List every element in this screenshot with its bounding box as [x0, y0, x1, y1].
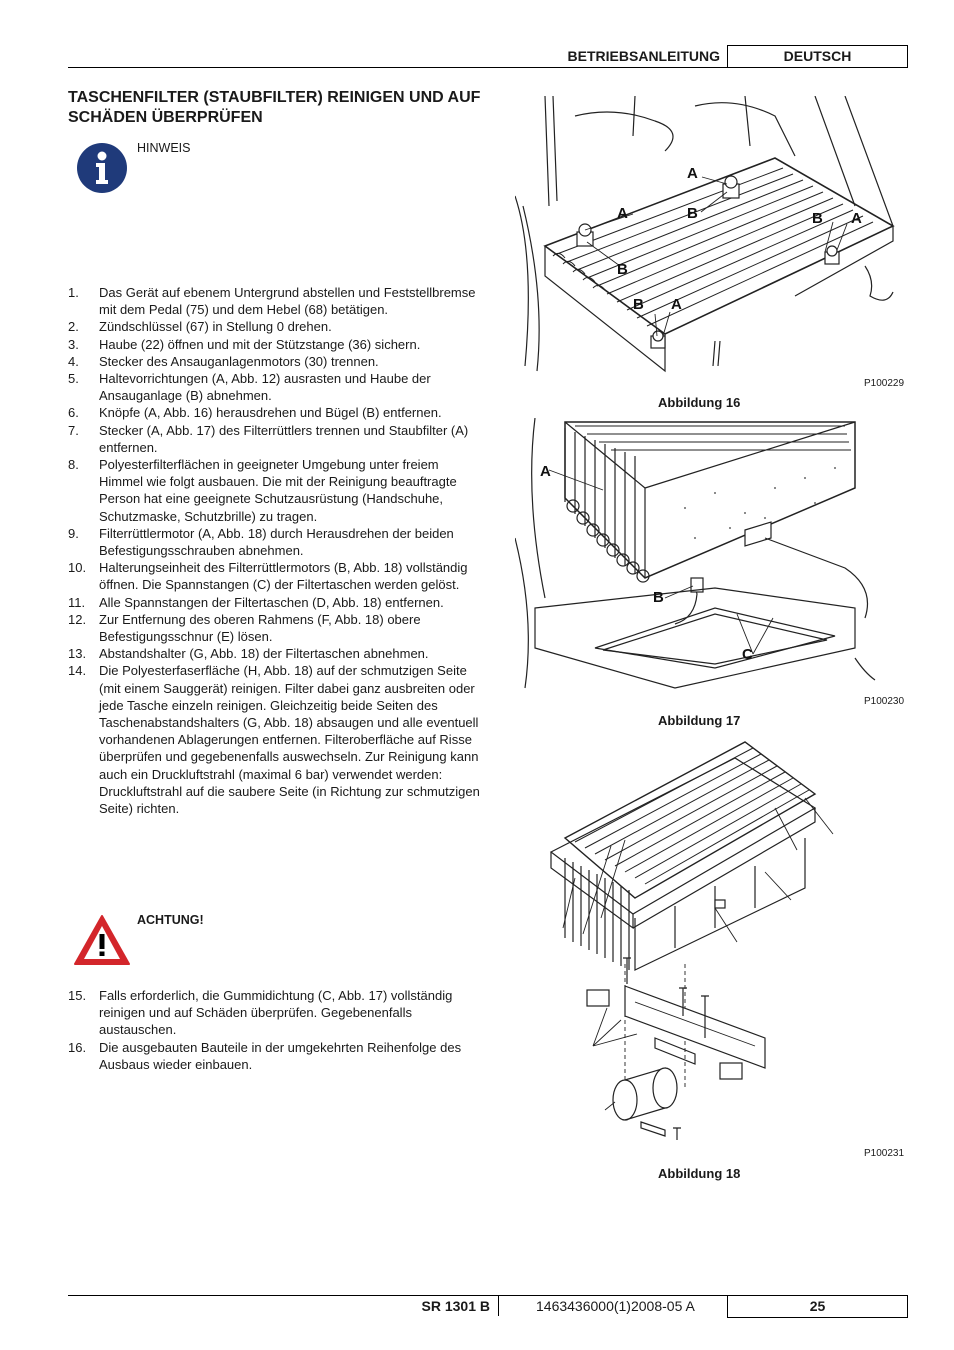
- figure-17-drawing: [515, 418, 908, 692]
- list-item: [68, 525, 480, 559]
- list-item: [68, 559, 480, 593]
- step-number: 15.: [68, 988, 87, 1003]
- step-number: 6.: [68, 405, 79, 421]
- steps-list-continued: [68, 987, 480, 1073]
- list-item: [68, 353, 480, 370]
- step-text: Knöpfe (A, Abb. 16) herausdrehen und Bügel (B) entfernen.: [99, 405, 442, 421]
- list-item: [68, 1039, 480, 1073]
- fig16-callout-b: B: [687, 205, 698, 222]
- step-text: Alle Spannstangen der Filtertaschen (D, Abb. 18) entfernen.: [99, 594, 444, 610]
- figure-18-code: P100231: [864, 1148, 905, 1159]
- note-label: HINWEIS: [137, 141, 191, 155]
- fig17-callout-c: C: [742, 646, 753, 663]
- list-item: [68, 284, 480, 318]
- step-text: Die ausgebauten Bauteile in der umgekehrten Reihenfolge des Ausbaus wieder einbauen.: [99, 1039, 462, 1072]
- step-text: Stecker (A, Abb. 17) des Filterrüttlers trennen und Staubfilter (A) entfernen.: [99, 422, 469, 455]
- step-number: 8.: [68, 457, 79, 473]
- list-item: [68, 370, 480, 404]
- fig16-callout-a: A: [851, 210, 862, 227]
- step-text: Die Polyesterfaserfläche (H, Abb. 18) auf der schmutzigen Seite (mit einem Sauggerät) reinigen. Filter dabei ganz ausbreiten oder jede Tasche einzeln reinigen. Gleichzeitig beide Seiten des Taschenabstandshalters (G, Abb. 18) absaugen und alle eventuell vorhandenen Ablagerungen entfernen. Filteroberfläche auf Risse überprüfen und gegebenenfalls auswechseln. Zur Reinigung kann auch ein Druckluftstrahl (maximal 6 bar) verwendet werden: Druckluftstrahl auf die saubere Seite (in Richtung zur schmutzigen Seite) richten.: [99, 663, 480, 817]
- figure-18-caption: Abbildung 18: [658, 1166, 741, 1181]
- step-number: 11.: [68, 594, 86, 610]
- step-text: Haube (22) öffnen und mit der Stützstange (36) sichern.: [99, 336, 421, 352]
- list-item: [68, 336, 480, 353]
- step-text: Polyesterfilterflächen in geeigneter Umgebung unter freiem Himmel wie folgt ausbauen. Die mit der Reinigung beauftragte Person hat eine geeignete Schutzausrüstung (Handschuhe, Schutzmaske, Schutzbrille) zu tragen.: [99, 457, 457, 524]
- fig16-callout-a: A: [687, 165, 698, 182]
- step-text: Zur Entfernung des oberen Rahmens (F, Abb. 18) obere Befestigungsschnur (E) lösen.: [99, 611, 421, 645]
- step-text: Halterungseinheit des Filterrüttlermotors (B, Abb. 18) vollständig öffnen. Die Spannstangen (C) der Filtertaschen werden gelöst.: [99, 560, 468, 593]
- step-number: 1.: [68, 285, 79, 300]
- steps-list: [68, 284, 480, 817]
- step-number: 2.: [68, 319, 79, 335]
- warning-label: ACHTUNG!: [137, 913, 204, 927]
- fig16-callout-b: B: [812, 210, 823, 227]
- step-number: 7.: [68, 422, 79, 438]
- step-number: 16.: [68, 1039, 87, 1055]
- section-title: TASCHENFILTER (STAUBFILTER) REINIGEN UND AUF SCHÄDEN ÜBERPRÜFEN: [68, 89, 481, 126]
- step-number: 9.: [68, 525, 79, 541]
- warning-icon: [73, 914, 131, 966]
- list-item: [68, 422, 480, 456]
- page-number: 25: [727, 1295, 908, 1318]
- step-number: 13.: [68, 646, 87, 662]
- step-text: Falls erforderlich, die Gummidichtung (C, Abb. 17) vollständig reinigen und auf Schäden überprüfen. Gegebenenfalls austauschen.: [99, 988, 453, 1038]
- step-number: 5.: [68, 371, 79, 387]
- figure-17-caption: Abbildung 17: [658, 713, 741, 728]
- fig16-callout-a: A: [671, 296, 682, 313]
- step-text: Abstandshalter (G, Abb. 18) der Filtertaschen abnehmen.: [99, 646, 429, 662]
- list-item: [68, 662, 480, 817]
- step-number: 4.: [68, 353, 79, 369]
- step-number: 12.: [68, 611, 87, 627]
- step-text: Stecker des Ansauganlagenmotors (30) trennen.: [99, 353, 379, 369]
- step-text: Das Gerät auf ebenem Untergrund abstellen und Feststellbremse mit dem Pedal (75) und dem Hebel (68) betätigen.: [99, 285, 476, 318]
- figure-16-code: P100229: [864, 378, 905, 389]
- footer-model: SR 1301 B: [421, 1298, 490, 1314]
- step-number: 10.: [68, 560, 87, 576]
- footer-doc-code: 1463436000(1)2008-05 A: [536, 1298, 695, 1314]
- step-number: 3.: [68, 336, 79, 352]
- fig17-callout-b: B: [653, 589, 664, 606]
- list-item: [68, 987, 480, 1039]
- step-text: Haltevorrichtungen (A, Abb. 12) ausrasten und Haube der Ansauganlage (B) abnehmen.: [99, 371, 431, 404]
- figure-16-drawing: [515, 96, 908, 376]
- list-item: [68, 611, 480, 645]
- list-item: [68, 404, 480, 421]
- list-item: [68, 456, 480, 525]
- fig16-callout-b: B: [633, 296, 644, 313]
- fig16-callout-b: B: [617, 261, 628, 278]
- fig16-callout-a: A: [617, 205, 628, 222]
- info-icon: [76, 142, 128, 194]
- header-rule: [68, 67, 908, 68]
- step-number: 14.: [68, 663, 87, 679]
- language-box: DEUTSCH: [727, 45, 908, 68]
- list-item: [68, 594, 480, 611]
- fig17-callout-a: A: [540, 463, 551, 480]
- figure-16-caption: Abbildung 16: [658, 395, 741, 410]
- footer-separator: [498, 1296, 499, 1316]
- figure-18-drawing: [515, 738, 908, 1146]
- list-item: [68, 318, 480, 335]
- list-item: [68, 645, 480, 662]
- step-text: Zündschlüssel (67) in Stellung 0 drehen.: [99, 319, 332, 335]
- manual-header: BETRIEBSANLEITUNG: [567, 48, 720, 64]
- step-text: Filterrüttlermotor (A, Abb. 18) durch Herausdrehen der beiden Befestigungsschrauben abnehmen.: [99, 525, 454, 559]
- figure-17-code: P100230: [864, 696, 905, 707]
